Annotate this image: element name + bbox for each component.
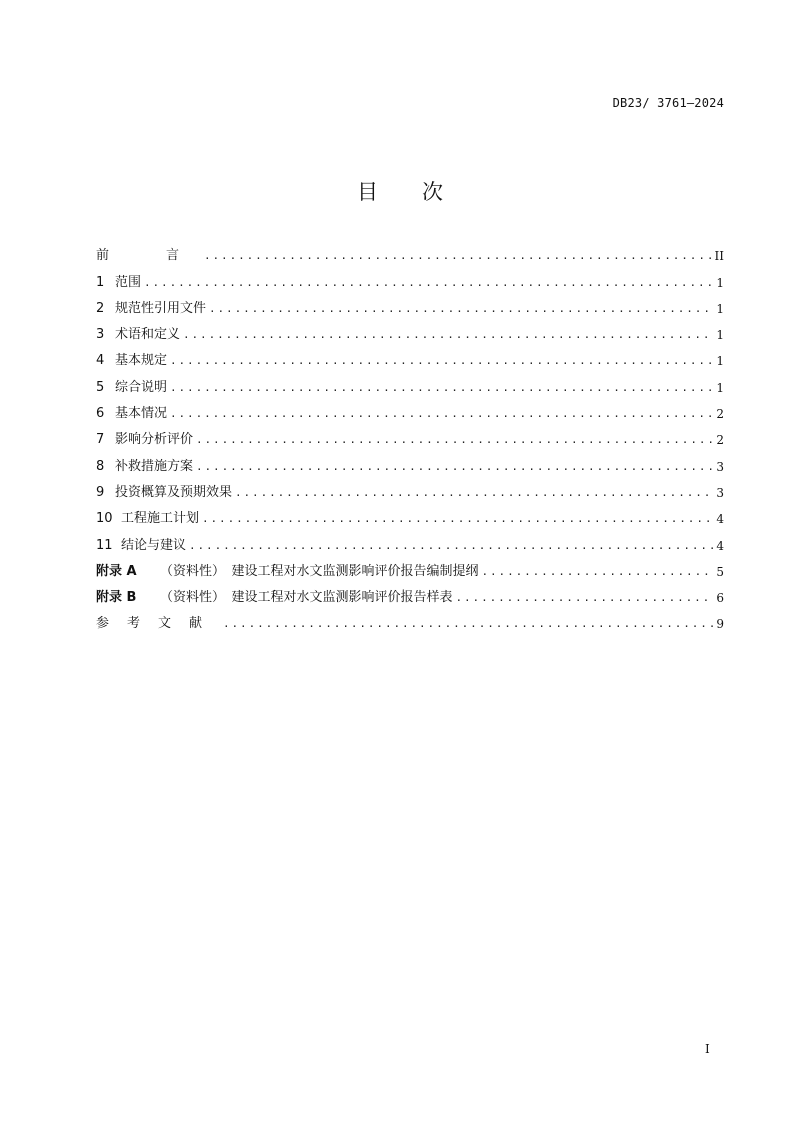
toc-leader-dots [170, 351, 713, 371]
toc-leader-dots [183, 325, 713, 345]
toc-entry-page: 3 [716, 459, 724, 474]
toc-entry-label: 范围 [115, 274, 142, 290]
toc-entry[interactable] [96, 556, 724, 582]
toc-entry-label: 基本规定 [115, 353, 168, 369]
toc-leader-dots [204, 246, 712, 266]
toc-leader-dots [144, 273, 713, 293]
toc-entry-number: 6 [96, 406, 105, 422]
toc-entry-page: 1 [716, 301, 724, 316]
toc-entry-label: 参考文献 [96, 616, 221, 632]
page-title [0, 176, 800, 206]
toc-entry-number: 附录 A [96, 563, 137, 579]
title-char-1: 目 [357, 180, 378, 204]
toc-leader-dots [170, 404, 713, 424]
toc-leader-dots [196, 457, 713, 477]
table-of-contents [96, 240, 724, 634]
toc-entry-page: 3 [716, 485, 724, 500]
toc-entry[interactable] [96, 371, 724, 397]
toc-entry-label: 基本情况 [115, 406, 168, 422]
toc-entry[interactable] [96, 582, 724, 608]
toc-entry[interactable] [96, 293, 724, 319]
toc-entry[interactable] [96, 503, 724, 529]
toc-leader-dots [209, 299, 713, 319]
toc-entry-number: 8 [96, 458, 105, 474]
toc-leader-dots [456, 588, 714, 608]
toc-leader-dots [202, 509, 713, 529]
toc-entry-number: 10 [96, 511, 113, 527]
toc-entry-number: 2 [96, 300, 105, 316]
title-char-2: 次 [422, 180, 443, 204]
toc-entry-page: 4 [716, 512, 724, 527]
toc-entry[interactable] [96, 345, 724, 371]
toc-entry-page: 1 [716, 328, 724, 343]
toc-entry[interactable] [96, 398, 724, 424]
toc-entry-number: 9 [96, 484, 105, 500]
toc-entry-label: 术语和定义 [115, 327, 181, 343]
toc-entry-label: 投资概算及预期效果 [115, 484, 233, 500]
toc-entry[interactable] [96, 477, 724, 503]
toc-entry-number: 7 [96, 432, 105, 448]
toc-entry-label: 结论与建议 [121, 537, 187, 553]
toc-leader-dots [235, 483, 713, 503]
toc-entry-number: 3 [96, 327, 105, 343]
toc-entry-page: 2 [716, 433, 724, 448]
toc-entry-label: 工程施工计划 [121, 511, 200, 527]
toc-entry-number: 1 [96, 274, 105, 290]
page-number: I [705, 1042, 710, 1056]
toc-entry-label: 补救措施方案 [115, 458, 194, 474]
toc-entry-label: （资料性） 建设工程对水文监测影响评价报告编制提纲 [160, 563, 479, 579]
toc-entry[interactable] [96, 450, 724, 476]
toc-entry-label: 综合说明 [115, 379, 168, 395]
toc-entry-label: 前 言 [96, 248, 202, 264]
toc-entry-page: 2 [716, 407, 724, 422]
toc-entry-page: 1 [716, 275, 724, 290]
toc-leader-dots [189, 536, 713, 556]
toc-entry[interactable] [96, 319, 724, 345]
toc-entry-number: 5 [96, 379, 105, 395]
toc-entry-number: 附录 B [96, 590, 137, 606]
toc-entry-label: 规范性引用文件 [115, 300, 207, 316]
document-code: DB23/ 3761—2024 [612, 96, 724, 110]
toc-entry[interactable] [96, 424, 724, 450]
toc-entry[interactable] [96, 608, 724, 634]
toc-leader-dots [196, 430, 713, 450]
toc-entry-page: 5 [716, 564, 724, 579]
toc-entry[interactable] [96, 266, 724, 292]
toc-entry-page: 1 [716, 354, 724, 369]
toc-entry-number: 4 [96, 353, 105, 369]
toc-entry-page: 9 [716, 617, 724, 632]
toc-entry[interactable] [96, 529, 724, 555]
toc-entry-label: 影响分析评价 [115, 432, 194, 448]
toc-entry-label: （资料性） 建设工程对水文监测影响评价报告样表 [160, 590, 453, 606]
toc-leader-dots [482, 562, 714, 582]
toc-entry-page: II [714, 249, 724, 264]
toc-entry[interactable] [96, 240, 724, 266]
toc-entry-page: 1 [716, 380, 724, 395]
toc-entry-page: 4 [716, 538, 724, 553]
toc-leader-dots [223, 614, 713, 634]
toc-entry-page: 6 [716, 591, 724, 606]
toc-leader-dots [170, 378, 713, 398]
toc-entry-number: 11 [96, 537, 113, 553]
